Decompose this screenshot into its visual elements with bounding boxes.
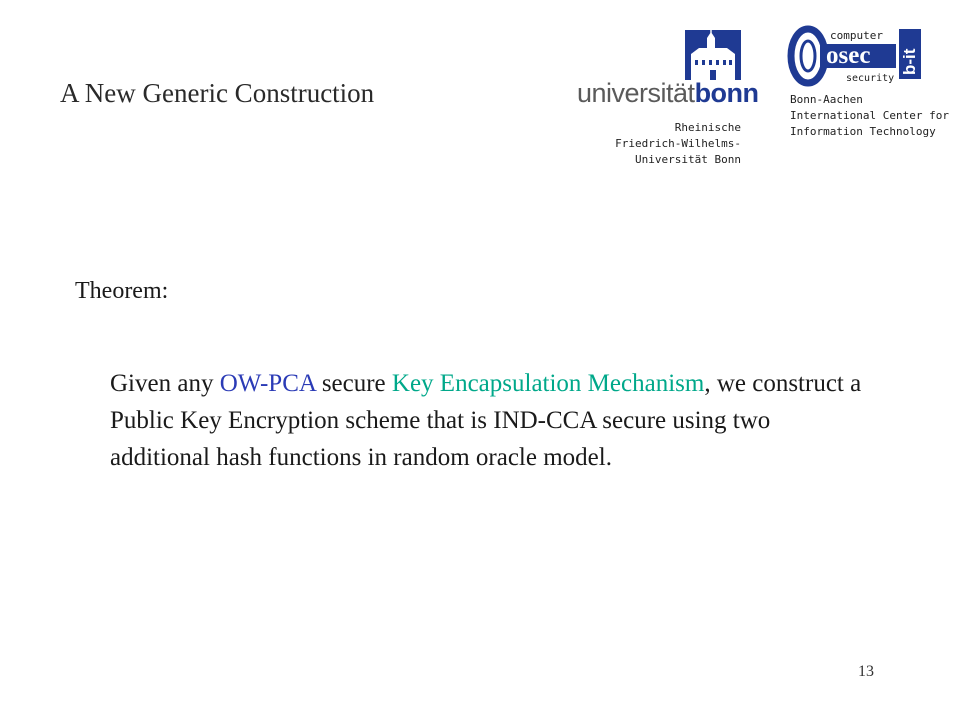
cosec-computer-label: computer <box>830 29 883 42</box>
theorem-text: Given any <box>110 370 220 397</box>
cosec-subtitle-line: Information Technology <box>790 125 936 138</box>
term-ow-pca: OW-PCA <box>219 370 316 397</box>
theorem-label: Theorem: <box>75 278 169 304</box>
cosec-emblem-icon <box>786 25 926 87</box>
bonn-castle-icon <box>685 30 741 80</box>
cosec-osec-label: osec <box>826 42 871 69</box>
cosec-subtitle-line: International Center for <box>790 109 949 122</box>
bonn-subtitle-line: Rheinische <box>674 121 741 134</box>
slide-title: A New Generic Construction <box>60 78 375 108</box>
bonn-wordmark <box>577 80 759 107</box>
page-number: 13 <box>858 663 874 680</box>
cosec-bit-label: b-it <box>900 48 919 75</box>
bonn-wordmark-universitaet: universität <box>577 78 695 108</box>
cosec-logo <box>786 25 949 145</box>
cosec-subtitle <box>790 92 949 140</box>
bonn-subtitle-line: Universität Bonn <box>635 153 741 166</box>
theorem-text: secure <box>315 370 392 397</box>
university-bonn-logo <box>577 30 759 166</box>
bonn-subtitle-line: Friedrich-Wilhelms- <box>615 137 741 150</box>
theorem-text: , we construct a Public Key Encryption scheme that is IND-CCA secure using two additional hash functions in random oracle model. <box>110 370 862 471</box>
bonn-subtitle <box>615 120 741 168</box>
term-key-encapsulation-mechanism: Key Encapsulation Mechanism <box>391 370 705 397</box>
cosec-security-label: security <box>846 73 895 84</box>
theorem-statement <box>110 365 870 476</box>
cosec-subtitle-line: Bonn-Aachen <box>790 93 863 106</box>
bonn-wordmark-bonn: bonn <box>694 78 759 108</box>
